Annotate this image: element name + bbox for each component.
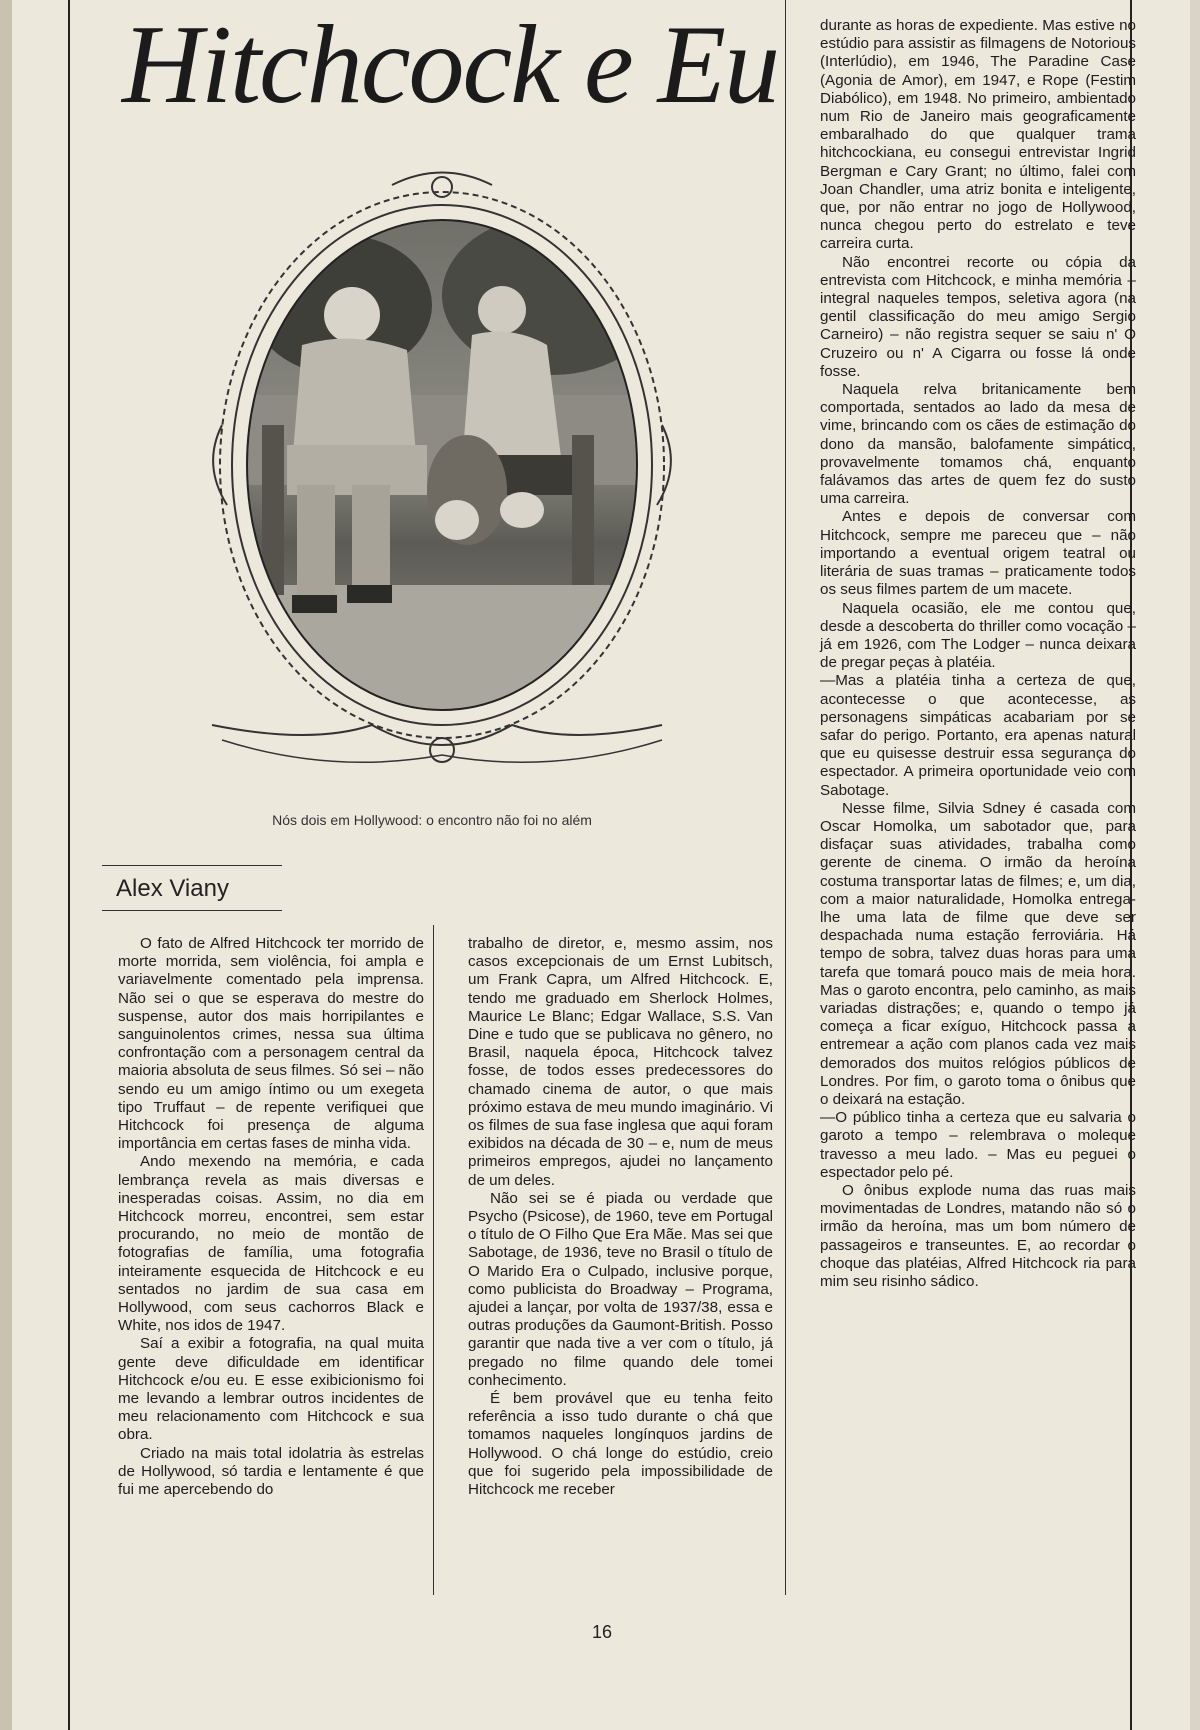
paragraph: O ônibus explode numa das ruas mais movimentadas de Londres, matando não só o irmão da heroína, mas um bom número de passageiros e transeuntes. E, ao recordar o choque das platéias, Alfred Hitchcock ria para mim seu risinho sádico.	[820, 1182, 1136, 1291]
author-block	[102, 865, 282, 911]
paragraph: Ando mexendo na memória, e cada lembrança revela as mais diversas e inesperadas coisas. Assim, no dia em Hitchcock morreu, encontrei, sem estar procurando, no meio de montão de fotografias de família, uma fotografia inteiramente esquecida de Hitchcock e eu sentados no jardim de sua casa em Hollywood, com seus cachorros Black e White, nos idos de 1947.	[118, 1153, 424, 1335]
article-column-3	[820, 17, 1136, 1291]
paragraph: Antes e depois de conversar com Hitchcock, sempre me pareceu que – não importando a eventual origem teatral ou literária de suas tramas – praticamente todos os seus filmes partem de um macete.	[820, 508, 1136, 599]
left-page-rule	[68, 0, 70, 1730]
author-rule-bottom	[102, 910, 282, 911]
framed-photograph	[192, 165, 692, 795]
photo-caption: Nós dois em Hollywood: o encontro não foi no além	[272, 812, 592, 828]
paragraph: trabalho de diretor, e, mesmo assim, nos casos excepcionais de um Ernst Lubitsch, um Frank Capra, um Alfred Hitchcock. E, tendo me graduado em Sherlock Holmes, Maurice Le Blanc; Edgar Wallace, S.S. Van Dine e tudo que se publicava no gênero, no Brasil, naquela época, Hitchcock talvez fosse, de todos esses predecessores do chamado cinema de autor, o que mais próximo estava de meu mundo imaginário. Vi os filmes de sua fase inglesa que aqui foram exibidos na década de 30 – e, num de meus primeiros empregos, ajudei no lançamento de um deles.	[468, 935, 773, 1189]
paragraph: Nesse filme, Silvia Sdney é casada com Oscar Homolka, um sabotador que, para disfaçar suas atividades, trabalha como gerente de cinema. O irmão da heroína costuma transportar latas de filmes; e, um dia, com a maior naturalidade, Homolka entrega-lhe uma lata de filme que deve ser despachada numa estação ferroviária. Há tempo de sobra, talvez duas horas para uma tarefa que tomará pouco mais de meia hora. Mas o garoto encontra, pelo caminho, as mais variadas distrações; e, quando o tempo já começa a ficar exíguo, Hitchcock passa a entremear a ação com planos cada vez mais demorados dos muitos relógios públicos de Londres. Por fim, o garoto toma o ônibus que o deixará na estação.	[820, 799, 1136, 1108]
paragraph: Naquela ocasião, ele me contou que, desde a descoberta do thriller como vocação – já em 1926, com The Lodger – nunca deixara de pregar peças à platéia.	[820, 599, 1136, 672]
paragraph: O fato de Alfred Hitchcock ter morrido de morte morrida, sem violência, foi ampla e variavelmente comentado pela imprensa. Não sei o que se esperava do mestre do suspense, autor dos mais horripilantes e sanguinolentos crimes, nessa sua última confrontação com a personagem central da maioria absoluta de seus filmes. Só sei – não sendo eu um amigo íntimo ou um exegeta tipo Truffaut – de repente verifiquei que Hitchcock foi presença de alguma importância em certas fases de minha vida.	[118, 935, 424, 1153]
column-divider-middle	[433, 925, 434, 1595]
magazine-page	[12, 0, 1190, 1730]
page-number: 16	[592, 1622, 613, 1642]
paragraph: É bem provável que eu tenha feito referência a isso tudo durante o chá que tomamos naqueles longínquos jardins de Hollywood. O chá longe do estúdio, creio que foi sugerido pela impossibilidade de Hitchcock me receber	[468, 1390, 773, 1499]
paragraph: —Mas a platéia tinha a certeza de que, acontecesse o que acontecesse, as personagens simpáticas acabariam por se safar do perigo. Portanto, era apenas natural que eu quisesse destruir essa segurança do espectador. A primeira oportunidade veio com Sabotage.	[820, 672, 1136, 799]
paragraph: —O público tinha a certeza que eu salvaria o garoto a tempo – relembrava o moleque travesso a meu lado. – Mas eu peguei o espectador pelo pé.	[820, 1109, 1136, 1181]
paragraph: Criado na mais total idolatria às estrelas de Hollywood, só tardia e lentamente é que fui me apercebendo do	[118, 1444, 424, 1499]
author-name: Alex Viany	[116, 875, 229, 902]
paragraph: Não sei se é piada ou verdade que Psycho (Psicose), de 1960, teve em Portugal o título de O Filho Que Era Mãe. Mas sei que Sabotage, de 1936, teve no Brasil o título de O Marido Era o Culpado, inclusive porque, como publicista do Broadway – Programa, ajudei a lançar, por volta de 1937/38, essa e outras produções da Gaumont-British. Posso garantir que nada tive a ver com o título, já pregado no filme quando dele tomei conhecimento.	[468, 1189, 773, 1389]
paragraph: Saí a exibir a fotografia, na qual muita gente deve dificuldade em identificar Hitchcock e/ou eu. E esse exibicionismo foi me levando a lembrar outros incidentes de meu relacionamento com Hitchcock e sua obra.	[118, 1335, 424, 1444]
paragraph: durante as horas de expediente. Mas estive no estúdio para assistir as filmagens de Notorious (Interlúdio), em 1946, The Paradine Case (Agonia de Amor), em 1947, e Rope (Festim Diabólico), em 1948. No primeiro, ambientado num Rio de Janeiro mais geograficamente embaralhado do que qualquer trama hitchcockiana, eu consegui entrevistar Ingrid Bergman e Cary Grant; no último, falei com Joan Chandler, uma atriz bonita e inteligente, que, por não entrar no jogo de Hollywood, nunca chegou perto do estrelato e teve carreira curta.	[820, 17, 1136, 253]
article-title: Hitchcock e Eu	[122, 3, 779, 127]
ornamental-frame	[192, 165, 692, 795]
paragraph: Naquela relva britanicamente bem comportada, sentados ao lado da mesa de vime, brincando com os cães de estimação do dono da mansão, balofamente simpático, provavelmente tomamos chá, enquanto falávamos das artes de quem fez do susto uma carreira.	[820, 381, 1136, 508]
article-column-1	[118, 935, 424, 1499]
paragraph: Não encontrei recorte ou cópia da entrevista com Hitchcock, e minha memória – integral naqueles tempos, seletiva agora (na gentil classificação do meu amigo Sergio Carneiro) – não registra sequer se saiu n' O Cruzeiro ou n' A Cigarra ou fosse lá onde fosse.	[820, 253, 1136, 380]
column-divider-right	[785, 0, 786, 1595]
article-column-2	[468, 935, 773, 1499]
